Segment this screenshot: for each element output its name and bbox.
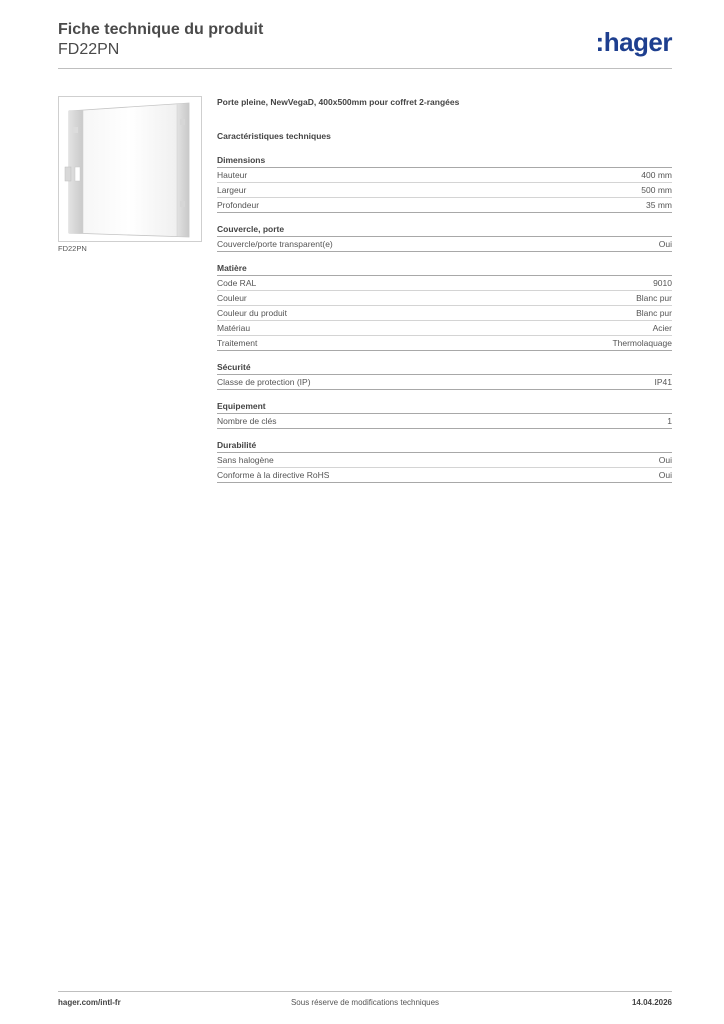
spec-label: Nombre de clés <box>217 416 277 426</box>
spec-label: Traitement <box>217 338 258 348</box>
door-panel-illustration <box>59 97 201 241</box>
page-header <box>58 20 672 68</box>
spec-row <box>217 198 672 213</box>
page-footer <box>58 998 672 1012</box>
spec-row <box>217 168 672 183</box>
spec-value: Thermolaquage <box>612 338 672 348</box>
spec-row <box>217 306 672 321</box>
spec-group-safety <box>217 362 672 390</box>
spec-row <box>217 183 672 198</box>
spec-value: 9010 <box>653 278 672 288</box>
document-title: Fiche technique du produit <box>58 21 264 38</box>
spec-label: Sans halogène <box>217 455 274 465</box>
spec-value: 1 <box>667 416 672 426</box>
spec-group-equipment <box>217 401 672 429</box>
spec-label: Conforme à la directive RoHS <box>217 470 330 480</box>
spec-row <box>217 291 672 306</box>
website-link[interactable]: hager.com/intl-fr <box>58 998 121 1007</box>
spec-value: 35 mm <box>646 200 672 210</box>
spec-row <box>217 321 672 336</box>
spec-row <box>217 276 672 291</box>
footer-notice: Sous réserve de modifications techniques <box>290 998 440 1007</box>
image-caption: FD22PN <box>58 244 87 253</box>
spec-value: Blanc pur <box>636 308 672 318</box>
spec-group-dimensions <box>217 155 672 213</box>
spec-value: Oui <box>658 239 672 249</box>
spec-value: 400 mm <box>641 170 672 180</box>
spec-label: Couleur du produit <box>217 308 287 318</box>
header-divider <box>58 68 672 69</box>
spec-label: Code RAL <box>217 278 257 288</box>
footer-divider <box>58 991 672 992</box>
spec-label: Matériau <box>217 323 251 333</box>
spec-group-durability <box>217 440 672 483</box>
spec-row <box>217 468 672 483</box>
spec-label: Largeur <box>217 185 247 195</box>
spec-group-material <box>217 263 672 351</box>
spec-group-title: Dimensions <box>217 155 672 168</box>
spec-value: 500 mm <box>641 185 672 195</box>
spec-row <box>217 375 672 390</box>
spec-value: Oui <box>658 455 672 465</box>
spec-value: Oui <box>658 470 672 480</box>
product-description: Porte pleine, NewVegaD, 400x500mm pour coffret 2-rangées <box>217 97 460 107</box>
hager-logo: :hager <box>595 27 672 57</box>
spec-group-title: Matière <box>217 263 672 276</box>
spec-value: Blanc pur <box>636 293 672 303</box>
spec-row <box>217 237 672 252</box>
spec-label: Profondeur <box>217 200 260 210</box>
spec-row <box>217 414 672 429</box>
spec-group-title: Equipement <box>217 401 672 414</box>
footer-date: 14.04.2026 <box>631 998 672 1007</box>
spec-group-title: Couvercle, porte <box>217 224 672 237</box>
specs-heading: Caractéristiques techniques <box>217 131 331 141</box>
spec-group-title: Durabilité <box>217 440 672 453</box>
spec-group-title: Sécurité <box>217 362 672 375</box>
spec-row <box>217 453 672 468</box>
spec-label: Couleur <box>217 293 247 303</box>
spec-row <box>217 336 672 351</box>
spec-label: Hauteur <box>217 170 248 180</box>
spec-label: Classe de protection (IP) <box>217 377 311 387</box>
spec-value: Acier <box>652 323 672 333</box>
spec-label: Couvercle/porte transparent(e) <box>217 239 333 249</box>
spec-value: IP41 <box>654 377 672 387</box>
spec-group-cover <box>217 224 672 252</box>
specifications-panel <box>217 96 672 483</box>
product-reference: FD22PN <box>58 41 120 58</box>
product-image <box>58 96 202 242</box>
